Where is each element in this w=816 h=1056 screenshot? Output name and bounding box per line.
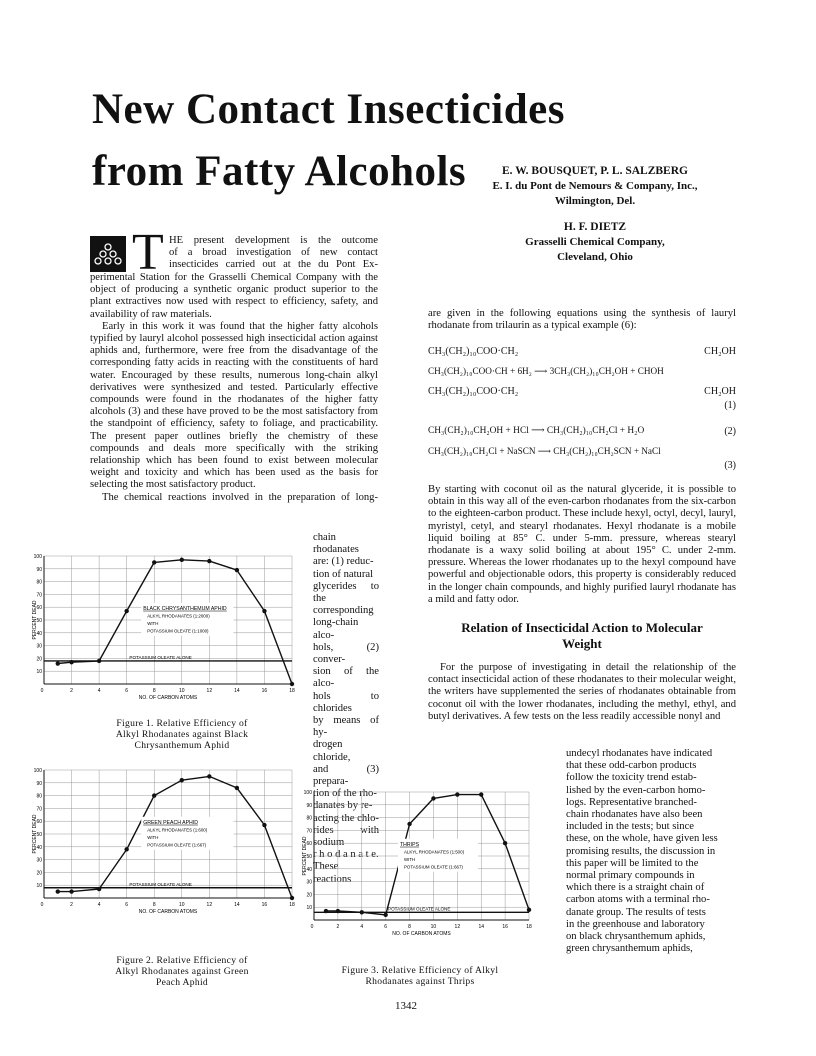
data-point: [503, 841, 507, 845]
y-tick-label: 100: [33, 768, 42, 774]
figure-3-caption: [300, 965, 540, 987]
data-point: [69, 889, 73, 893]
y-tick-label: 20: [36, 870, 42, 877]
data-point: [56, 889, 60, 893]
y-tick-label: 40: [36, 844, 42, 851]
equation-3: CH₃(CH₂)₁₀CH₂Cl + NaSCN ⟶ CH₃(CH₂)₁₀CH₂SCN + NaCl: [428, 446, 661, 456]
paragraph: perimental Station for the Grasselli Chemical Company with the object of producing a synthetic organic product superior to the plant extractives now used with respect to efficiency, safety, and availability of raw materials.: [90, 272, 378, 320]
legend-text: POTASSIUM OLEATE (1:667): [404, 864, 463, 870]
text-line: hols, (2) conver-: [313, 641, 379, 666]
x-tick-label: 0: [310, 924, 314, 930]
data-point: [479, 792, 483, 796]
right-column-middle: [428, 484, 736, 723]
text-line: chain rhodanates: [313, 532, 359, 556]
legend-text: WITH: [147, 620, 159, 626]
title-line-1: New Contact Insecticides: [92, 86, 565, 133]
y-tick-label: 30: [306, 879, 312, 886]
equation-block: [428, 345, 736, 475]
y-tick-label: 100: [303, 790, 312, 796]
x-tick-label: 12: [454, 924, 461, 930]
x-tick-label: 2: [70, 688, 73, 694]
equation-1-number: (1): [724, 400, 736, 411]
text-line: are: (1) reduc-: [313, 556, 374, 568]
y-tick-label: 50: [306, 854, 312, 860]
y-tick-label: 80: [36, 793, 42, 800]
data-point: [262, 823, 266, 827]
y-tick-label: 90: [36, 780, 42, 787]
x-tick-label: 8: [152, 688, 156, 694]
x-tick-label: 10: [178, 688, 185, 694]
equation-1-line-3: CH₃(CH₂)₁₀COO·CH₂: [428, 386, 519, 397]
text-line: that these odd-carbon products: [566, 760, 697, 772]
data-point: [262, 609, 266, 613]
data-point: [324, 909, 328, 913]
baseline-label: POTASSIUM OLEATE ALONE: [129, 654, 192, 660]
data-point: [56, 661, 60, 665]
equation-1-line-1: CH₃(CH₂)₁₀COO·CH₂: [428, 346, 519, 357]
x-tick-label: 6: [384, 924, 388, 930]
text-line: promising results, the discussion in: [566, 845, 716, 857]
figure-2: [30, 764, 298, 929]
y-tick-label: 70: [36, 592, 42, 599]
text-line: green chrysanthemum aphids,: [566, 943, 693, 955]
figure-3-chart: [300, 786, 535, 946]
equation-2: CH₃(CH₂)₁₀CH₂OH + HCl ⟶ CH₃(CH₂)₁₀CH₂Cl + H₂O: [428, 426, 645, 436]
affiliation-2-city: Cleveland, Ohio: [557, 251, 633, 263]
data-point: [290, 682, 294, 686]
text-line: undecyl rhodanates have indicated: [566, 748, 713, 759]
intro-lines: [169, 235, 378, 272]
equation-3-number: (3): [724, 460, 736, 471]
intro-line: insecticides carried out at the du Pont Ex-: [169, 259, 378, 271]
section-heading-line-2: Weight: [562, 636, 602, 652]
text-line: follow the toxicity trend estab-: [566, 772, 697, 784]
text-line: rides with sodium: [313, 824, 379, 849]
data-point: [336, 909, 340, 913]
y-tick-label: 10: [36, 883, 42, 890]
equation-1-right-1: CH₂OH: [704, 346, 736, 357]
x-tick-label: 16: [261, 902, 268, 908]
caption-line: Peach Aphid: [155, 977, 209, 988]
data-point: [407, 822, 411, 826]
baseline-label: POTASSIUM OLEATE ALONE: [388, 906, 451, 912]
y-axis-label: PERCENT DEAD: [32, 814, 38, 854]
y-tick-label: 60: [36, 605, 42, 612]
equation-2-number: (2): [724, 426, 736, 437]
data-point: [207, 559, 211, 563]
data-point: [180, 778, 184, 782]
text-line: logs. Representative branched-: [566, 796, 697, 808]
text-line: corresponding: [313, 605, 374, 617]
right-column-top: [428, 308, 736, 332]
text-line: by means of hy-: [313, 715, 379, 739]
intro-line: HE present development is the outcome: [169, 235, 378, 246]
figure-3: [300, 786, 535, 951]
data-point: [124, 847, 128, 851]
text-line: drogen chloride,: [313, 739, 351, 763]
text-line: danates by re-: [313, 800, 373, 812]
section-heading: Relation of Insecticidal Action to Molecular: [461, 620, 703, 636]
text-line: on black chrysanthemum aphids,: [566, 931, 706, 943]
data-point: [360, 910, 364, 914]
molecule-icon: [90, 236, 126, 272]
x-tick-label: 10: [178, 902, 185, 908]
right-narrow-column: [566, 748, 736, 955]
text-line: this paper will be limited to the: [566, 857, 699, 869]
text-line: and (3) prepara-: [313, 763, 379, 788]
affiliation-2: Grasselli Chemical Company,: [525, 236, 665, 248]
figure-2-chart: [30, 764, 298, 924]
data-point: [207, 774, 211, 778]
legend-text: WITH: [404, 856, 416, 862]
legend-text: ALKYL RHODANATES (1:500): [404, 849, 465, 855]
x-tick-label: 16: [502, 924, 508, 930]
y-tick-label: 90: [36, 566, 42, 573]
x-tick-label: 14: [478, 924, 485, 930]
x-tick-label: 4: [97, 902, 101, 908]
y-axis-label: PERCENT DEAD: [32, 600, 38, 640]
author-2: H. F. DIETZ: [563, 221, 627, 233]
y-tick-label: 60: [36, 819, 42, 826]
x-tick-label: 4: [360, 924, 364, 930]
x-tick-label: 16: [261, 688, 268, 694]
data-point: [235, 568, 239, 572]
x-tick-label: 12: [206, 902, 213, 908]
text-line: in the greenhouse and laboratory: [566, 918, 705, 930]
text-line: glycerides to the: [313, 580, 379, 605]
y-tick-label: 20: [36, 656, 42, 663]
y-tick-label: 80: [36, 579, 42, 586]
data-point: [180, 558, 184, 562]
y-tick-label: 10: [36, 669, 42, 676]
page-number: 1342: [395, 1000, 417, 1012]
legend-text: ALKYL RHODANATES (1:600): [147, 827, 208, 833]
text-line: lished by the even-carbon homo-: [566, 784, 706, 796]
y-tick-label: 60: [306, 841, 312, 848]
x-tick-label: 10: [430, 924, 437, 930]
text-line: carbon atoms with a terminal rho-: [566, 894, 710, 906]
data-point: [69, 660, 73, 664]
x-tick-label: 12: [206, 688, 213, 694]
left-column-text: [90, 272, 378, 504]
text-line: normal primary compounds in: [566, 870, 695, 882]
x-axis-label: NO. OF CARBON ATOMS: [392, 931, 451, 937]
x-tick-label: 14: [234, 688, 240, 694]
x-axis-label: NO. OF CARBON ATOMS: [138, 909, 198, 915]
title-line-2: from Fatty Alcohols: [92, 148, 467, 195]
author-block: [455, 163, 735, 265]
y-tick-label: 80: [306, 815, 312, 822]
paragraph: are given in the following equations using the synthesis of lauryl rhodanate from trilaurin as a typical example (6):: [428, 308, 736, 332]
x-tick-label: 2: [336, 924, 340, 930]
text-line: long-chain alco-: [313, 617, 359, 641]
figure-2-caption: [52, 955, 312, 988]
data-point: [97, 659, 101, 663]
caption-line: Alkyl Rhodanates against Black: [115, 729, 249, 740]
text-line: these, on the whole, have given less: [566, 833, 718, 845]
journal-logo: [90, 236, 126, 272]
y-tick-label: 10: [306, 905, 312, 912]
drop-cap: T: [132, 224, 164, 281]
paragraph: The chemical reactions involved in the preparation of long-: [102, 491, 378, 503]
data-point: [527, 908, 531, 912]
text-line: acting the chlo-: [313, 812, 379, 824]
x-tick-label: 6: [125, 902, 129, 908]
data-point: [152, 793, 156, 797]
authors: E. W. BOUSQUET, P. L. SALZBERG: [502, 165, 688, 177]
y-tick-label: 40: [36, 630, 42, 637]
baseline-label: POTASSIUM OLEATE ALONE: [129, 881, 192, 887]
x-tick-label: 0: [40, 902, 44, 908]
y-tick-label: 90: [306, 802, 312, 809]
legend-text: THRIPS: [400, 841, 420, 848]
caption-line: Chrysanthemum Aphid: [134, 740, 230, 751]
text-line: included in the tests; but since: [566, 821, 694, 833]
figure-1: [30, 550, 298, 715]
equation-1-right-3: CH₂OH: [704, 386, 736, 397]
x-tick-label: 14: [234, 902, 240, 908]
legend-text: POTASSIUM OLEATE (1:1000): [147, 628, 209, 634]
affiliation-1-city: Wilmington, Del.: [554, 195, 636, 207]
y-tick-label: 70: [306, 828, 312, 835]
legend-text: WITH: [147, 834, 159, 840]
figure-1-caption: [52, 718, 312, 751]
text-line: r h o d a n a t e.: [313, 849, 379, 861]
text-line: sion of the alco-: [313, 666, 379, 690]
paragraph: For the purpose of investigating in detail the relationship of the contact insecticidal action of these rhodanates to their molecular weight, the writers have supplemented the series of rhodanates obtainable from coconut oil with the lower rhodanates, including the methyl, ethyl, and butyl derivatives. A few tests on the less readily accessible nonyl and: [428, 662, 736, 722]
x-tick-label: 0: [40, 688, 44, 694]
data-point: [383, 913, 387, 917]
data-point: [235, 786, 239, 790]
y-tick-label: 50: [36, 618, 42, 624]
legend-text: GREEN PEACH APHID: [143, 819, 198, 826]
text-line: These reactions: [313, 861, 352, 885]
y-axis-label: PERCENT DEAD: [302, 836, 308, 876]
affiliation-1: E. I. du Pont de Nemours & Company, Inc.,: [492, 180, 698, 192]
text-line: which there is a straight chain of: [566, 882, 705, 894]
y-tick-label: 20: [306, 892, 312, 899]
equation-1-line-2: CH₃(CH₂)₁₀COO·CH + 6H₂ ⟶ 3CH₃(CH₂)₁₀CH₂OH + CHOH: [428, 366, 664, 376]
x-tick-label: 18: [289, 688, 295, 694]
y-tick-label: 70: [36, 806, 42, 813]
paragraph: Early in this work it was found that the higher fatty alcohols typified by lauryl alcohol possessed high insecticidal action against aphids and, furthermore, were free from the disadvantage of the corresponding fatty acids in reacting with the constituents of hard water. Encouraged by these results, numerous long-chain alkyl derivatives were synthesized and tested. Particularly effective compounds were found in the rhodanates of the higher fatty alcohols (3) and these have proved to be the most satisfactory from the standpoint of efficiency, safety to foliage, and practicability. The present paper outlines briefly the chemistry of these compounds and deals more specifically with the striking relationship which has been found to exist between molecular weight and toxicity and which has been used as the basis for selecting the most satisfactory product.: [90, 320, 378, 491]
legend-text: POTASSIUM OLEATE (1:667): [147, 842, 207, 848]
figure-1-chart: [30, 550, 298, 710]
x-tick-label: 8: [408, 924, 411, 930]
x-tick-label: 2: [70, 902, 73, 908]
data-point: [431, 796, 435, 800]
caption-line: Rhodanates against Thrips: [365, 976, 475, 987]
text-line: tion of natural: [313, 568, 374, 580]
x-axis-label: NO. OF CARBON ATOMS: [138, 695, 198, 701]
legend-text: ALKYL RHODANATES (1:2000): [147, 613, 210, 619]
y-tick-label: 50: [36, 832, 42, 838]
text-line: hols to chlorides: [313, 690, 379, 714]
x-tick-label: 18: [289, 902, 295, 908]
data-point: [152, 560, 156, 564]
y-tick-label: 100: [33, 554, 42, 560]
caption-line: Figure 2. Relative Efficiency of: [116, 955, 248, 966]
x-tick-label: 4: [97, 688, 101, 694]
caption-line: Figure 1. Relative Efficiency of: [116, 718, 248, 729]
text-line: chain rhodanates have also been: [566, 809, 703, 821]
caption-line: Alkyl Rhodanates against Green: [115, 966, 249, 977]
y-tick-label: 30: [36, 857, 42, 864]
y-tick-label: 40: [306, 866, 312, 873]
data-point: [455, 792, 459, 796]
x-tick-label: 18: [526, 924, 532, 930]
x-tick-label: 6: [125, 688, 129, 694]
caption-line: Figure 3. Relative Efficiency of Alkyl: [341, 965, 499, 976]
y-tick-label: 30: [36, 643, 42, 650]
legend-text: BLACK CHRYSANTHEMUM APHID: [143, 605, 227, 612]
data-point: [97, 887, 101, 891]
x-tick-label: 8: [152, 902, 156, 908]
intro-line: of a broad investigation of new contact: [169, 247, 378, 259]
paragraph: By starting with coconut oil as the natural glyceride, it is possible to obtain in this way all of the even-carbon rhodanates from the six-carbon to the eighteen-carbon product. These include hexyl, octyl, decyl, lauryl, myristyl, cetyl, and stearyl rhodanates. Hexyl rhodanate is a mobile liquid boiling at 85° C. under 5-mm. pressure, whereas stearyl rhodanate is a waxy solid boiling at about 195° C. under 2-mm. pressure. Whereas the lower rhodanates up to the hexyl compound have powerful and objectionable odors, this property is considerably reduced in the longer chain compounds, and highly purified lauryl rhodanate has a mild and fatty odor.: [428, 484, 736, 605]
data-point: [124, 609, 128, 613]
text-line: danate group. The results of tests: [566, 906, 706, 918]
data-point: [290, 896, 294, 900]
text-line: tion of the rho-: [313, 788, 377, 800]
